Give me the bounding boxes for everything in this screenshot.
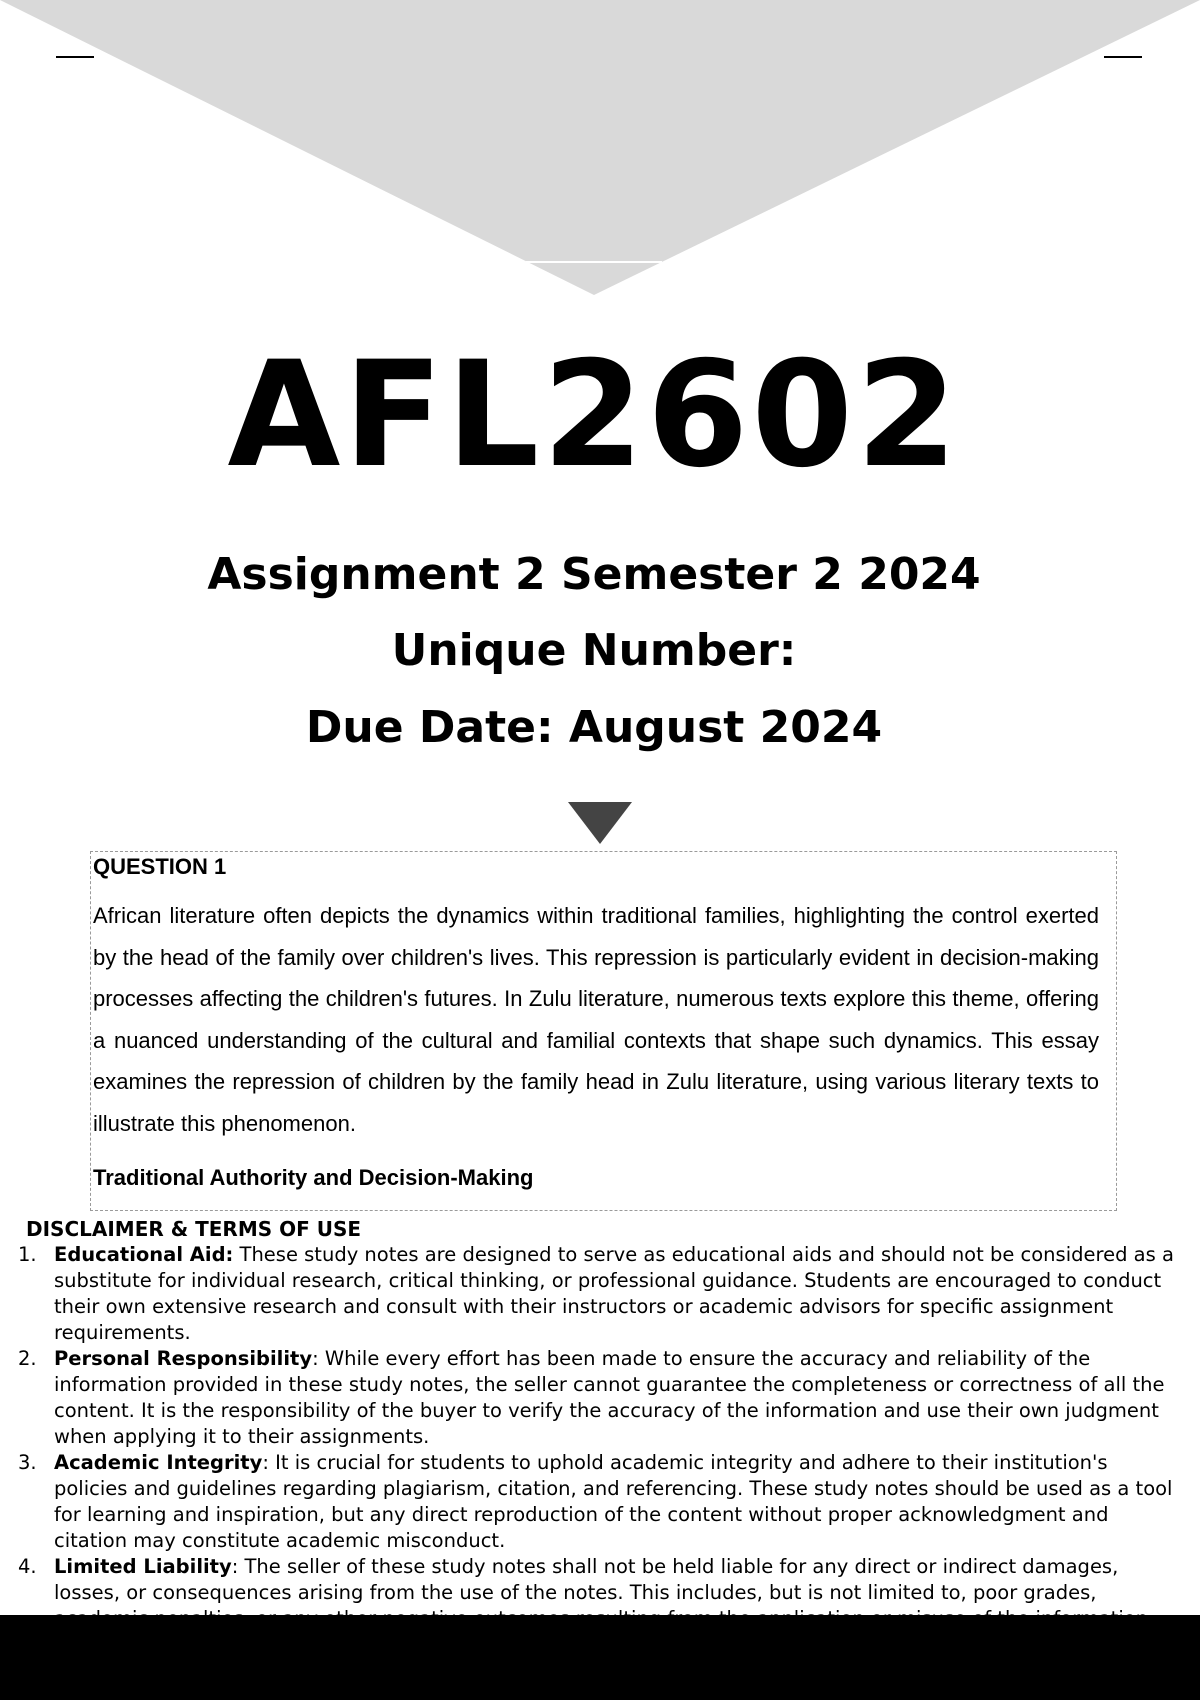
terms-list-item [14,1242,1184,1346]
term-text: : The seller of these study notes shall not be held liable for any direct or indirect damages, losses, or consequences arising from the use of the notes. This includes, but is not limited to, poor grades, [54,1555,1119,1604]
down-arrow-icon [568,802,632,844]
question-heading: QUESTION 1 [93,854,227,879]
terms-list [14,1242,1184,1632]
term-number: 4. [18,1555,37,1578]
due-date-label: Due Date: August 2024 [305,702,883,753]
section-heading: Traditional Authority and Decision-Making [93,1165,534,1190]
term-text: : While every effort has been made to ensure the accuracy and reliability of the information provided in these study notes, the seller cannot guarantee the completeness or correctness of all the content. It is the responsibility of the buyer to verify the accuracy of the information and use their own judgment when applying it to their assignments. [54,1347,1165,1448]
term-number: 3. [18,1451,37,1474]
term-title: Academic Integrity [54,1451,263,1474]
banner-shape [0,0,1200,295]
term-number: 1. [18,1243,37,1266]
decorative-banner [0,0,1200,300]
term-number: 2. [18,1347,37,1370]
corner-mark-right [1104,56,1142,58]
corner-mark-left [56,56,94,58]
term-text: These study notes are designed to serve as educational aids and should not be considered as a substitute for individual research, critical thinking, or professional guidance. Students are encouraged to conduct their own extensive research and consult with their instructors or academic advisors for specific assignment requirements. [54,1243,1174,1344]
term-text: : It is crucial for students to uphold academic integrity and adhere to their institution's policies and guidelines regarding plagiarism, citation, and referencing. These study notes should be used as a tool for learning and inspiration, but any direct reproduction of the content without proper acknowledgment and citation may constitute academic misconduct. [54,1451,1173,1552]
course-code-title: AFL2602 [227,330,961,500]
term-title: Personal Responsibility [54,1347,313,1370]
question-preview-box [90,851,1117,1211]
terms-list-item [14,1346,1184,1450]
terms-list-item [14,1450,1184,1554]
unique-number-label: Unique Number: [391,625,797,676]
question-body-text: African literature often depicts the dynamics within traditional families, highlighting the control exerted by the head of the family over children's lives. This repression is particularly evident in decision-making processes affecting the children's futures. In Zulu literature, numerous texts explore this theme, offering a nuanced understanding of the cultural and familial contexts that shape such dynamics. This essay examines the repression of children by the family head in Zulu literature, using various literary texts to illustrate this phenomenon. [93,903,1099,1136]
disclaimer-title: DISCLAIMER & TERMS OF USE [26,1217,362,1241]
term-title: Limited Liability [54,1555,232,1578]
bottom-black-bar [0,1615,1200,1700]
assignment-title: Assignment 2 Semester 2 2024 [207,549,981,600]
term-title: Educational Aid: [54,1243,234,1266]
